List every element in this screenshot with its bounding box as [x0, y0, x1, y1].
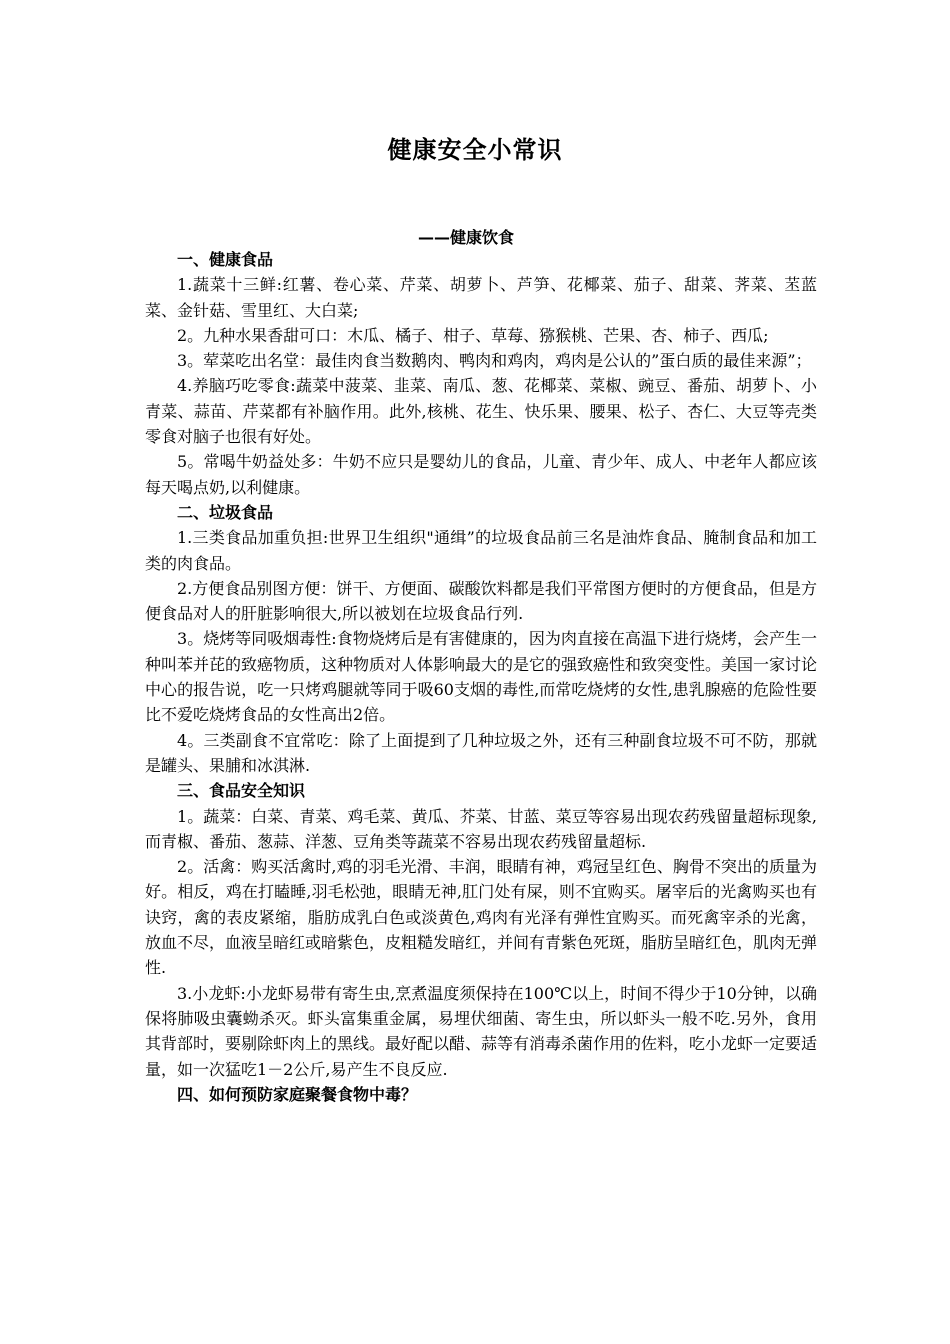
paragraph: 2.方便食品别图方便：饼干、方便面、碳酸饮料都是我们平常图方便时的方便食品，但是方便食品对人的肝脏影响很大,所以被划在垃圾食品行列.	[145, 578, 817, 624]
paragraph: 2。活禽：购买活禽时,鸡的羽毛光滑、丰润，眼睛有神，鸡冠呈红色、胸骨不突出的质量为好。相反，鸡在打瞌睡,羽毛松弛，眼睛无神,肛门处有屎，则不宜购买。屠宰后的光禽购买也有诀窍，禽的表皮紧缩，脂肪成乳白色或淡黄色,鸡肉有光泽有弹性宜购买。而死禽宰杀的光禽，放血不尽，血液呈暗红或暗紫色，皮粗糙发暗红，并间有青紫色死斑，脂肪呈暗红色，肌肉无弹性.	[145, 857, 818, 978]
paragraph: 3。荤菜吃出名堂：最佳肉食当数鹅肉、鸭肉和鸡肉，鸡肉是公认的”蛋白质的最佳来源”；	[177, 351, 812, 371]
document-body	[145, 247, 817, 1107]
paragraph: 5。常喝牛奶益处多：牛奶不应只是婴幼儿的食品，儿童、青少年、成人、中老年人都应该每天喝点奶,以利健康。	[145, 452, 817, 497]
paragraph: 1。蔬菜：白菜、青菜、鸡毛菜、黄瓜、芥菜、甘蓝、菜豆等容易出现农药残留量超标现象,而青椒、番茄、葱蒜、洋葱、豆角类等蔬菜不容易出现农药残留量超标.	[145, 806, 817, 851]
paragraph: 1.三类食品加重负担:世界卫生组织"通缉”的垃圾食品前三名是油炸食品、腌制食品和加工类的肉食品。	[145, 528, 817, 573]
paragraph: 1.蔬菜十三鲜:红薯、卷心菜、芹菜、胡萝卜、芦笋、花椰菜、茄子、甜菜、荠菜、苤蓝菜、金针菇、雪里红、大白菜;	[145, 275, 817, 320]
paragraph: 3。烧烤等同吸烟毒性:食物烧烤后是有害健康的，因为肉直接在高温下进行烧烤，会产生一种叫苯并芘的致癌物质，这种物质对人体影响最大的是它的强致癌性和致突变性。美国一家讨论中心的报告说，吃一只烤鸡腿就等同于吸60支烟的毒性,而常吃烧烤的女性,患乳腺癌的危险性要比不爱吃烧烤食品的女性高出2倍。	[145, 629, 818, 725]
paragraph: 4。三类副食不宜常吃：除了上面提到了几种垃圾之外，还有三种副食垃圾不可不防，那就是罐头、果脯和冰淇淋.	[145, 730, 817, 775]
section-heading-junk-food: 二、垃圾食品	[177, 502, 274, 522]
paragraph: 2。九种水果香甜可口：木瓜、橘子、柑子、草莓、猕猴桃、芒果、杏、柿子、西瓜;	[177, 325, 769, 345]
section-heading-food-safety: 三、食品安全知识	[177, 781, 306, 801]
section-heading-healthy-food: 一、健康食品	[177, 250, 274, 269]
paragraph: 4.养脑巧吃零食:蔬菜中菠菜、韭菜、南瓜、葱、花椰菜、菜椒、豌豆、番茄、胡萝卜、小青菜、蒜苗、芹菜都有补脑作用。此外,核桃、花生、快乐果、腰果、松子、杏仁、大豆等壳类零食对脑子也很有好处。	[145, 376, 817, 447]
document-subtitle: ——健康饮食	[418, 228, 515, 247]
paragraph: 3.小龙虾:小龙虾易带有寄生虫,烹煮温度须保持在100℃以上，时间不得少于10分钟，以确保将肺吸虫囊蚴杀灭。虾头富集重金属，易埋伏细菌、寄生虫，所以虾头一般不吃.另外，食用其背部时，要剔除虾肉上的黑线。最好配以醋、蒜等有消毒杀菌作用的佐料，吃小龙虾一定要适量，如一次猛吃1－2公斤,易产生不良反应.	[145, 983, 818, 1079]
document-title: 健康安全小常识	[387, 136, 563, 164]
section-heading-food-poisoning-prevention: 四、如何预防家庭聚餐食物中毒？	[177, 1084, 418, 1104]
